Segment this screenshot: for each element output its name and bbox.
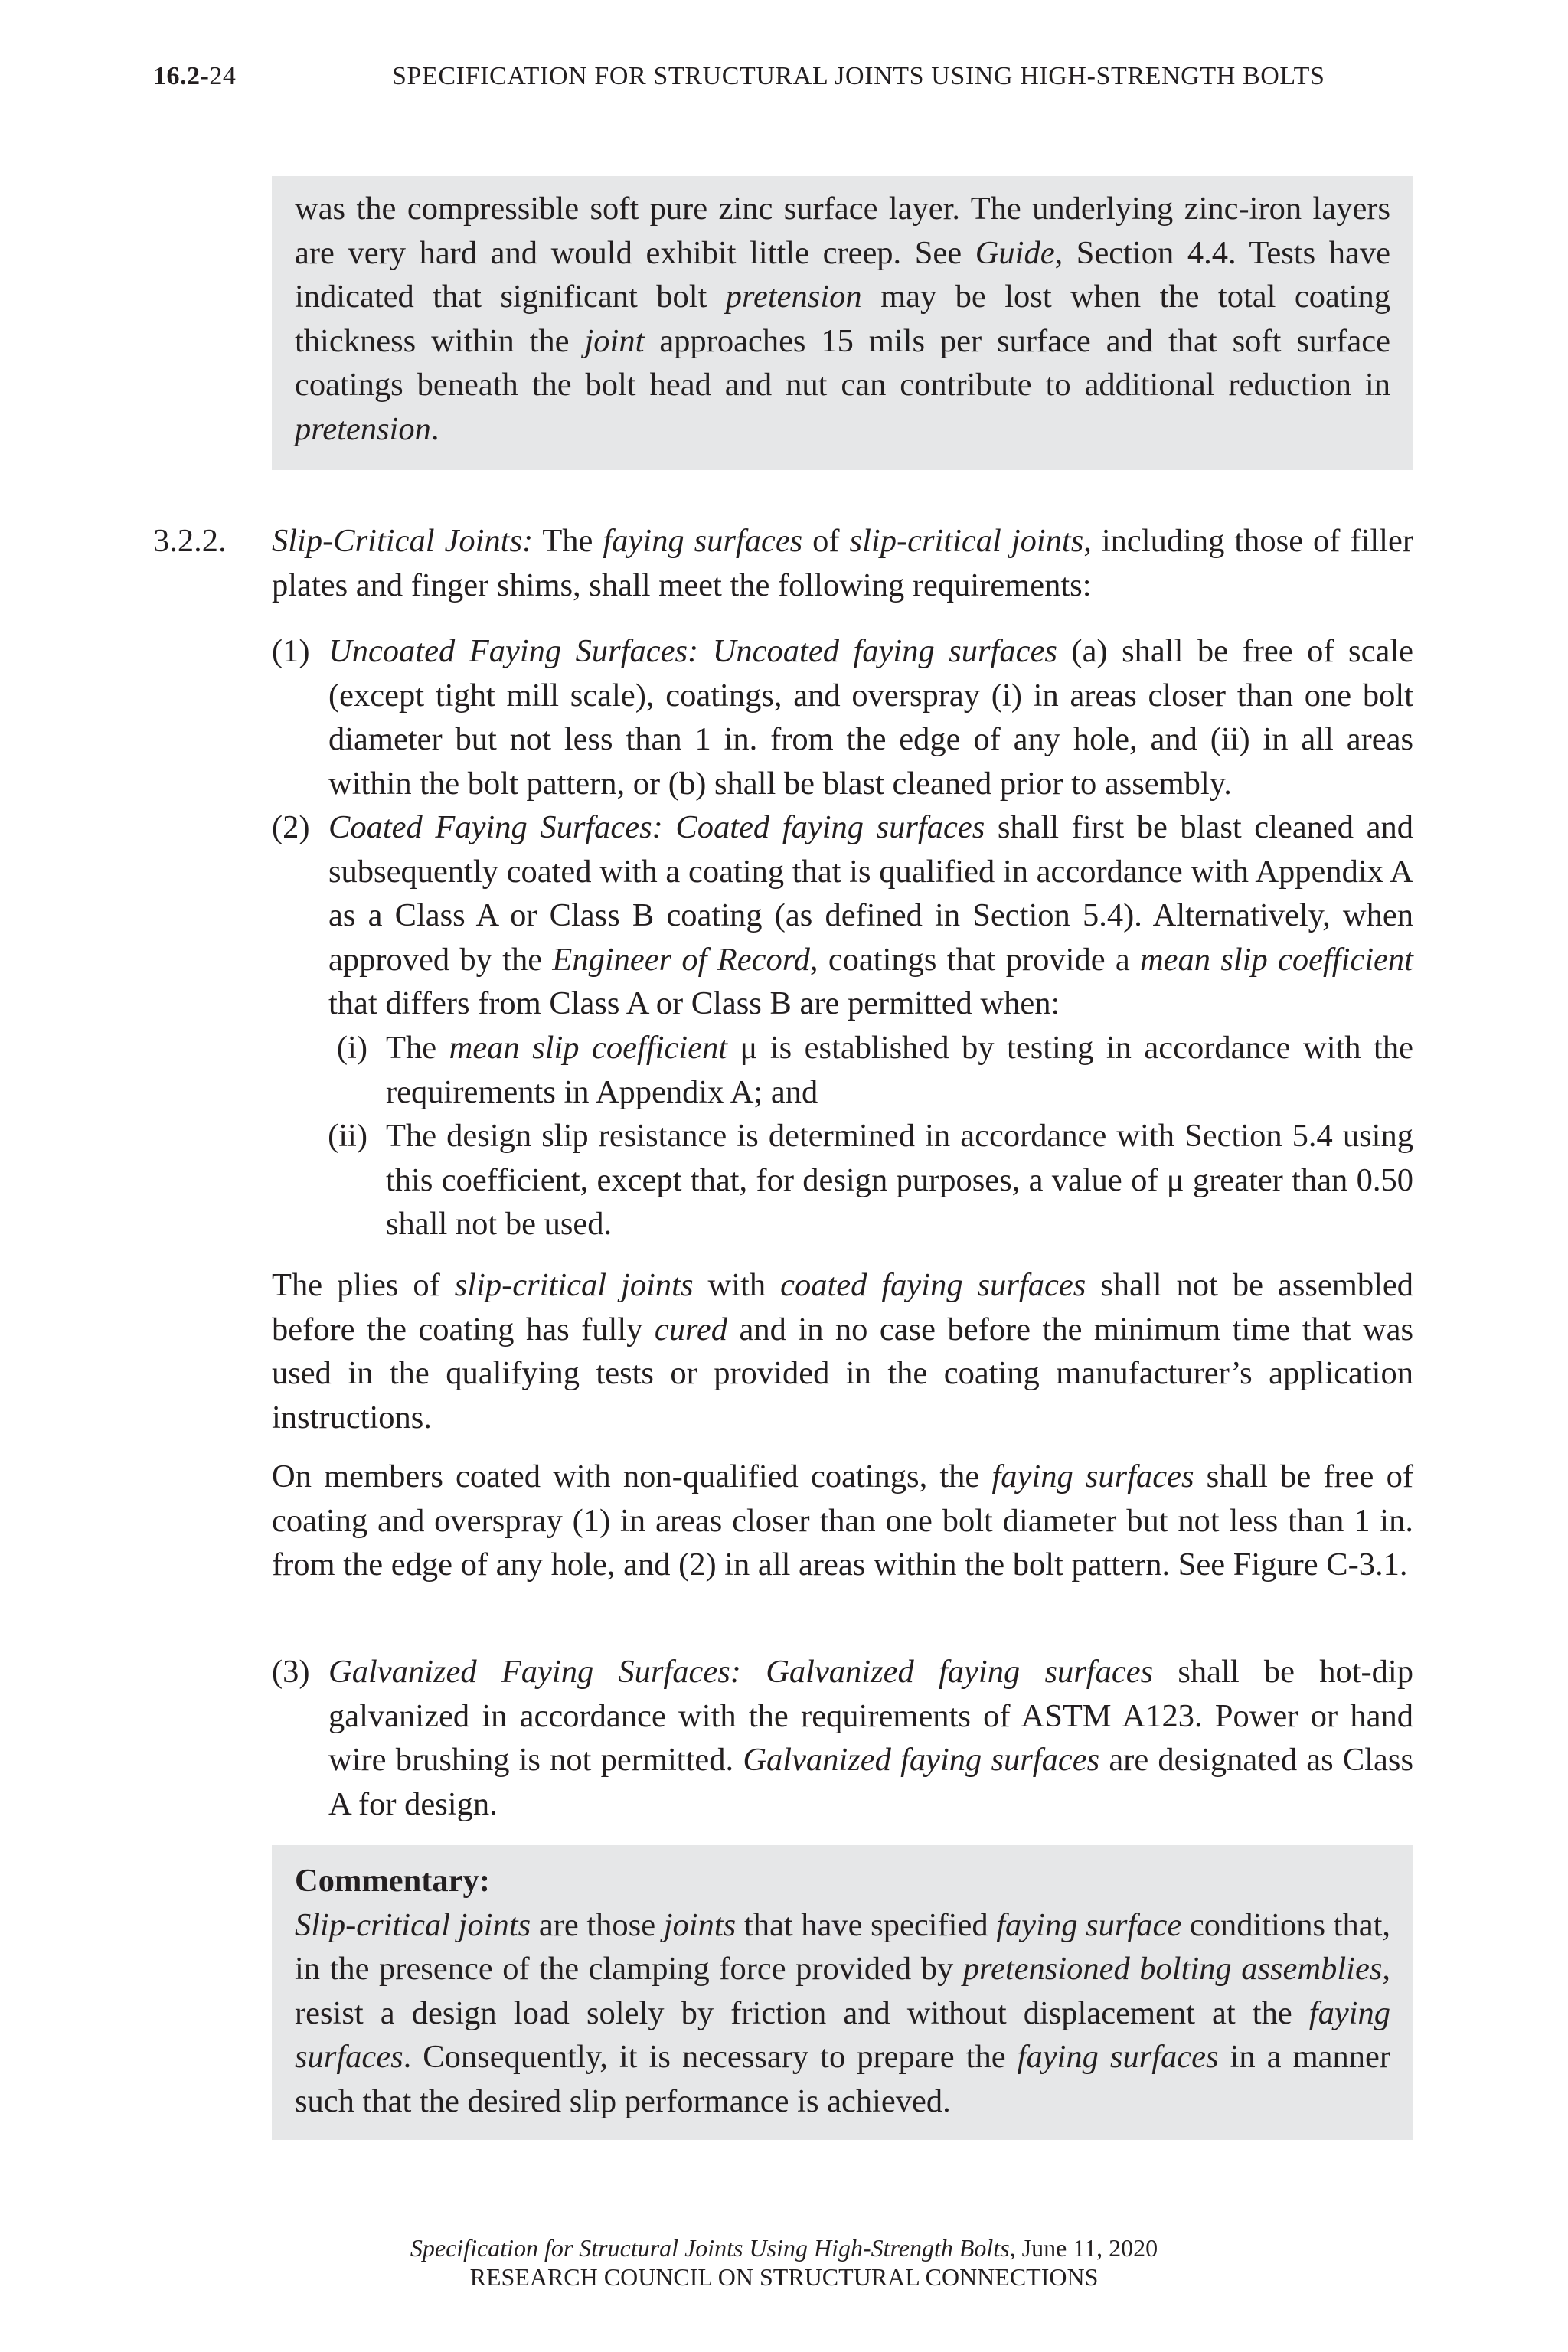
text-run-italic: joints xyxy=(663,1906,737,1943)
text-run: μ is established by testing in accordance with the requirements in Appendix A; and xyxy=(386,1030,1413,1110)
text-run: shall be free of coating and overspray (1) in areas closer than one bolt diameter but not less than 1 in. from the edge of any hole, and (2) in all areas within the bolt pattern. See Figure C-3.1. xyxy=(272,1459,1413,1583)
text-run-italic: mean slip coefficient xyxy=(1139,941,1413,978)
text-run-italic: pretension xyxy=(295,410,431,447)
text-run-italic: faying surfaces xyxy=(603,523,803,559)
sub-item-text: The design slip resistance is determined in accordance with Section 5.4 using this coefficient, except that, for design purposes, a value of μ greater than 0.50 shall not be used. xyxy=(386,1118,1413,1242)
paragraph-plies xyxy=(272,1263,1413,1439)
text-run-italic: coated faying surfaces xyxy=(780,1267,1086,1303)
text-run: . xyxy=(430,410,439,447)
item-heading: Galvanized Faying Surfaces: Galvanized faying surfaces xyxy=(328,1654,1154,1690)
text-run: On members coated with non-qualified coatings, the xyxy=(272,1459,992,1494)
text-run-italic: slip-critical joints xyxy=(454,1267,694,1303)
text-run: of xyxy=(802,523,850,559)
text-run: , coatings that provide a xyxy=(809,941,1140,978)
section-number: 3.2.2. xyxy=(153,523,227,559)
footer-line-2: RESEARCH COUNCIL ON STRUCTURAL CONNECTIONS xyxy=(469,2263,1099,2291)
text-run: (a) shall be free of scale (except tight mill scale), coatings, and overspray (i) in areas closer than one bolt diameter but not less than 1 in. from the edge of any hole, and (ii) in all areas within the bolt pattern, or (b) shall be blast cleaned prior to assembly. xyxy=(328,633,1413,802)
sub-item-i xyxy=(322,1026,1413,1114)
list-item-1 xyxy=(272,629,1413,805)
list-item-text xyxy=(328,1650,1413,1826)
list-item-label: (1) xyxy=(272,633,310,669)
text-run: and in no case before the minimum time that was used in the qualifying tests or provided in the coating manufacturer’s application instructions. xyxy=(272,1311,1413,1436)
text-run: , Section 4.4. Tests have indicated that significant bolt xyxy=(295,234,1390,315)
footer-line-1 xyxy=(0,2233,1568,2262)
text-run-italic: cured xyxy=(654,1311,728,1348)
text-run: The plies of xyxy=(272,1267,455,1303)
text-run: are designated as Class A for design. xyxy=(328,1742,1413,1822)
text-run: shall not be assembled before the coating has fully xyxy=(272,1267,1413,1348)
list-item-3 xyxy=(272,1650,1413,1826)
text-run-italic: Guide xyxy=(975,234,1055,271)
text-run-italic: Slip-critical joints xyxy=(295,1906,531,1943)
text-run: The xyxy=(533,523,603,559)
section-intro xyxy=(272,519,1413,607)
text-run: may be lost when the total coating thickness within the xyxy=(295,279,1390,359)
sub-item-ii xyxy=(322,1114,1413,1246)
footer-date: , June 11, 2020 xyxy=(1009,2234,1158,2262)
text-run-italic: faying surfaces xyxy=(295,1994,1390,2075)
sub-item-label: (ii) xyxy=(328,1118,368,1154)
text-run-italic: Engineer of Record xyxy=(552,941,810,978)
text-run: that differs from Class A or Class B are permitted when: xyxy=(328,985,1060,1021)
item-heading: Coated Faying Surfaces: Coated faying surfaces xyxy=(328,809,985,845)
text-run-italic: mean slip coefficient xyxy=(449,1030,728,1066)
footer-spec-title: Specification for Structural Joints Using High-Strength Bolts xyxy=(410,2234,1010,2262)
list-item-label: (3) xyxy=(272,1654,310,1690)
commentary-top-text xyxy=(295,187,1390,451)
text-run: approaches 15 mils per surface and that soft surface coatings beneath the bolt head and nut can contribute to additional reduction in xyxy=(295,322,1390,403)
commentary-bottom-text xyxy=(295,1903,1390,2124)
list-item-text xyxy=(328,805,1413,1026)
text-run-italic: Galvanized faying surfaces xyxy=(743,1742,1100,1778)
text-run: are those xyxy=(531,1906,664,1943)
text-run: shall be hot-dip galvanized in accordance with the requirements of ASTM A123. Power or hand wire brushing is not permitted. xyxy=(328,1654,1413,1778)
page-number-suffix: -24 xyxy=(200,62,237,90)
text-run-italic: faying surfaces xyxy=(1017,2039,1219,2075)
list-item-2 xyxy=(272,805,1413,1026)
commentary-box-bottom xyxy=(272,1845,1413,2140)
text-run-italic: slip-critical joints xyxy=(849,523,1084,559)
text-run-italic: joint xyxy=(584,322,645,359)
page-number xyxy=(153,60,236,93)
text-run: that have specified xyxy=(736,1906,997,1943)
sub-item-label: (i) xyxy=(336,1030,368,1066)
commentary-box-top xyxy=(272,176,1413,470)
sub-item-text xyxy=(386,1026,1413,1114)
item-heading: Uncoated Faying Surfaces: Uncoated faying surfaces xyxy=(328,633,1057,669)
running-header-title: SPECIFICATION FOR STRUCTURAL JOINTS USING HIGH-STRENGTH BOLTS xyxy=(392,62,1325,90)
text-run: with xyxy=(693,1267,781,1303)
text-run: was the compressible soft pure zinc surface layer. The underlying zinc-iron layers are very hard and would exhibit little creep. See xyxy=(295,191,1390,271)
text-run: conditions that, in the presence of the clamping force provided by xyxy=(295,1906,1391,1987)
list-item-text xyxy=(328,629,1413,805)
text-run: . Consequently, it is necessary to prepare the xyxy=(403,2039,1018,2075)
paragraph-text xyxy=(272,1263,1413,1439)
list-item-label: (2) xyxy=(272,809,310,845)
text-run: shall first be blast cleaned and subsequently coated with a coating that is qualified in accordance with Appendix A as a Class A or Class B coating (as defined in Section 5.4). Alternatively, when approved by the xyxy=(328,809,1413,978)
text-run: , including those of filler plates and finger shims, shall meet the following requirements: xyxy=(272,523,1413,603)
section-title: Slip-Critical Joints: xyxy=(272,523,534,559)
text-run-italic: pretension xyxy=(725,279,862,315)
text-run: in a manner such that the desired slip performance is achieved. xyxy=(295,2039,1391,2119)
text-run: , resist a design load solely by friction and without displacement at the xyxy=(295,1951,1390,2031)
text-run: The xyxy=(386,1030,449,1066)
text-run-italic: faying surface xyxy=(996,1906,1182,1943)
text-run-italic: pretensioned bolting assemblies xyxy=(962,1951,1383,1987)
paragraph-members xyxy=(272,1455,1413,1587)
paragraph-text xyxy=(272,1455,1413,1587)
commentary-heading: Commentary: xyxy=(295,1863,490,1899)
page-number-prefix: 16.2 xyxy=(153,62,201,90)
text-run-italic: faying surfaces xyxy=(991,1459,1194,1494)
